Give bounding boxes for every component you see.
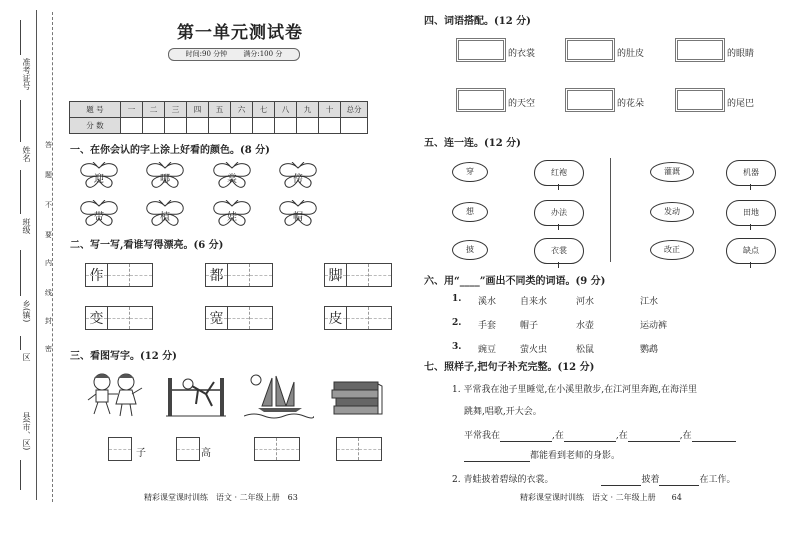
q1-title: 一、在你会认的字上涂上好看的颜色。(8 分) [70, 145, 270, 156]
grid-cell[interactable] [347, 264, 369, 286]
books-picture [330, 376, 384, 420]
grid-cell: 宽 [206, 307, 228, 329]
grid-cell[interactable] [130, 307, 152, 329]
butterfly-char[interactable] [143, 200, 187, 228]
match-oval[interactable]: 想 [452, 202, 488, 222]
butterfly-char-text: 裳 [227, 174, 237, 185]
q5-title: 五、连一连。(12 分) [424, 138, 521, 149]
q6-word[interactable]: 运动裤 [640, 321, 668, 331]
q7-blank[interactable] [464, 451, 530, 462]
q7-blank[interactable] [628, 431, 680, 442]
score-cell[interactable] [187, 118, 209, 134]
seal-char: 要 [45, 231, 52, 239]
grid-cell[interactable] [255, 438, 277, 460]
seal-char: 不 [45, 201, 52, 209]
score-cell[interactable] [275, 118, 297, 134]
word-frame[interactable] [675, 88, 725, 112]
score-col: 四 [187, 102, 209, 118]
q7-fill-sep: ,在 [679, 431, 692, 441]
q7-blank[interactable] [601, 475, 641, 486]
butterfly-char[interactable] [77, 162, 121, 190]
match-oval[interactable]: 灌溉 [650, 162, 694, 182]
score-col: 一 [121, 102, 143, 118]
butterfly-char[interactable] [210, 162, 254, 190]
grid-cell[interactable] [228, 307, 250, 329]
writing-grid [324, 263, 392, 287]
score-cell[interactable] [253, 118, 275, 134]
match-tree[interactable]: 机器 [726, 160, 776, 186]
class-label: 班级 [22, 218, 31, 234]
q7-title: 七、照样子,把句子补充完整。(12 分) [424, 362, 595, 373]
q6-word[interactable]: 豌豆 [478, 345, 497, 355]
score-table [69, 101, 368, 134]
county-line [20, 460, 21, 490]
sailboats-picture [244, 372, 314, 420]
exam-number-line [20, 20, 21, 55]
name-line [20, 100, 21, 142]
score-row-label: 分 数 [70, 118, 121, 134]
score-cell[interactable] [231, 118, 253, 134]
grid-cell: 都 [206, 264, 228, 286]
sidebar-border [36, 10, 37, 500]
q7-blank[interactable] [500, 431, 552, 442]
grid-cell[interactable] [177, 438, 199, 460]
grid-cell: 变 [86, 307, 108, 329]
tree-trunk [750, 262, 751, 268]
tree-trunk [750, 184, 751, 190]
word-frame[interactable] [456, 38, 506, 62]
tree-trunk [558, 184, 559, 190]
match-oval[interactable]: 发动 [650, 202, 694, 222]
butterfly-char[interactable] [143, 162, 187, 190]
q6-word[interactable]: 手套 [478, 321, 497, 331]
q7-item2 [452, 472, 735, 486]
butterfly-char-text: 迎 [94, 174, 104, 185]
match-tree[interactable]: 田地 [726, 200, 776, 226]
score-cell[interactable] [121, 118, 143, 134]
grid-cell[interactable] [108, 264, 130, 286]
writing-grid [336, 437, 382, 461]
butterfly-char-text: 帽 [293, 212, 303, 223]
q6-title: 六、用“____”画出不同类的词语。(9 分) [424, 276, 606, 287]
q3-suffix-1: 子 [136, 448, 146, 459]
seal-line [52, 12, 53, 502]
q6-word[interactable]: 河水 [576, 297, 595, 307]
q6-word[interactable]: 萤火虫 [520, 345, 548, 355]
butterfly-char-text: 傍 [293, 174, 303, 185]
town-line [20, 250, 21, 296]
q6-word[interactable]: 松鼠 [576, 345, 595, 355]
q7-blank[interactable] [564, 431, 616, 442]
q7-fill-end: 都能看到老师的身影。 [530, 451, 621, 461]
q2-title: 二、写一写,看谁写得漂亮。(6 分) [70, 240, 224, 251]
right-footer: 精彩课堂课时训练 语文 · 二年级上册 64 [520, 493, 682, 502]
match-oval[interactable]: 披 [452, 240, 488, 260]
high-jump-picture [166, 374, 226, 418]
q7-fill-line2 [464, 448, 620, 462]
match-oval[interactable]: 穿 [452, 162, 488, 182]
grid-cell[interactable] [109, 438, 131, 460]
match-oval[interactable]: 改正 [650, 240, 694, 260]
q7-example-line1: 1. 平常我在池子里睡觉,在小溪里散步,在江河里奔跑,在海洋里 [452, 385, 698, 395]
butterfly-char[interactable] [210, 200, 254, 228]
q7-item2-mid: 披着 [641, 475, 660, 485]
writing-grid [205, 263, 273, 287]
grid-cell[interactable] [277, 438, 299, 460]
butterfly-char[interactable] [77, 200, 121, 228]
score-col: 九 [297, 102, 319, 118]
grid-cell[interactable] [250, 264, 272, 286]
writing-grid [254, 437, 300, 461]
town-label: 乡(镇) [22, 300, 31, 323]
writing-grid [85, 306, 153, 330]
score-col: 三 [165, 102, 187, 118]
seal-char: 封 [45, 317, 52, 325]
q7-blank[interactable] [692, 431, 736, 442]
grid-cell[interactable] [228, 264, 250, 286]
score-col: 八 [275, 102, 297, 118]
q6-word[interactable]: 江水 [640, 297, 659, 307]
writing-grid [205, 306, 273, 330]
seal-char: 线 [45, 289, 52, 297]
writing-grid [324, 306, 392, 330]
page-title: 第一单元测试卷 [177, 23, 303, 43]
butterfly-char[interactable] [276, 200, 320, 228]
match-tree[interactable]: 衣裳 [534, 238, 584, 264]
grid-cell: 脚 [325, 264, 347, 286]
score-col: 五 [209, 102, 231, 118]
q7-fill-line1 [464, 428, 736, 442]
butterfly-char-text: 哪 [160, 174, 170, 185]
grid-cell[interactable] [130, 264, 152, 286]
score-cell[interactable] [341, 118, 368, 134]
q6-word[interactable]: 水壶 [576, 321, 595, 331]
score-cell[interactable] [165, 118, 187, 134]
grid-cell[interactable] [347, 307, 369, 329]
word-frame-label: 的眼睛 [727, 49, 755, 59]
county-label: 县(市、区) [22, 412, 31, 451]
name-label: 姓名 [22, 146, 31, 162]
word-frame-label: 的衣裳 [508, 49, 536, 59]
score-cell[interactable] [297, 118, 319, 134]
butterfly-char[interactable] [276, 162, 320, 190]
q7-fill-sep: ,在 [615, 431, 628, 441]
word-frame-label: 的花朵 [617, 99, 645, 109]
q3-title: 三、看图写字。(12 分) [70, 351, 177, 362]
district-line [20, 336, 21, 350]
children-picture [84, 372, 150, 418]
seal-char: 内 [45, 259, 52, 267]
grid-cell[interactable] [359, 438, 381, 460]
word-frame[interactable] [565, 88, 615, 112]
word-frame-label: 的肚皮 [617, 49, 645, 59]
score-col: 十 [319, 102, 341, 118]
word-frame[interactable] [675, 38, 725, 62]
grid-cell[interactable] [250, 307, 272, 329]
exam-number-label: 准考证号 [22, 58, 31, 90]
word-frame-label: 的天空 [508, 99, 536, 109]
exam-meta: 时间:90 分钟 满分:100 分 [168, 48, 300, 61]
district-label: 区 [22, 353, 31, 361]
tree-trunk [558, 224, 559, 230]
word-frame[interactable] [456, 88, 506, 112]
score-col: 总分 [341, 102, 368, 118]
butterfly-char-text: 娃 [227, 212, 237, 223]
grid-cell[interactable] [337, 438, 359, 460]
match-tree[interactable]: 办法 [534, 200, 584, 226]
q6-word[interactable]: 鹦鹉 [640, 345, 659, 355]
q7-example-line2: 跳舞,唱歌,开大会。 [464, 407, 542, 417]
butterfly-char-text: 植 [160, 212, 170, 223]
class-line [20, 170, 21, 214]
score-cell[interactable] [143, 118, 165, 134]
grid-cell: 皮 [325, 307, 347, 329]
q7-item2-end: 在工作。 [699, 475, 736, 485]
q6-word[interactable]: 溪水 [478, 297, 497, 307]
seal-char: 答 [45, 141, 52, 149]
score-col: 二 [143, 102, 165, 118]
score-col: 七 [253, 102, 275, 118]
grid-cell[interactable] [108, 307, 130, 329]
grid-cell[interactable] [369, 307, 391, 329]
butterfly-char-text: 带 [94, 212, 104, 223]
left-footer: 精彩课堂课时训练 语文 · 二年级上册 63 [144, 493, 298, 502]
match-tree[interactable]: 红袍 [534, 160, 584, 186]
q6-row-number: 3. [452, 342, 462, 352]
q7-fill-start: 平常我在 [464, 431, 501, 441]
seal-char: 密 [45, 345, 52, 353]
word-frame-label: 的尾巴 [727, 99, 755, 109]
writing-grid [176, 437, 200, 461]
q6-word[interactable]: 帽子 [520, 321, 539, 331]
grid-cell[interactable] [369, 264, 391, 286]
q6-word[interactable]: 自来水 [520, 297, 548, 307]
q7-item2-text: 2. 青蛙披着碧绿的衣裳。 [452, 475, 554, 485]
writing-grid [85, 263, 153, 287]
q6-row-number: 2. [452, 318, 462, 328]
q7-blank[interactable] [659, 475, 699, 486]
tree-trunk [750, 224, 751, 230]
score-col: 六 [231, 102, 253, 118]
grid-cell: 作 [86, 264, 108, 286]
match-tree[interactable]: 缺点 [726, 238, 776, 264]
score-cell[interactable] [319, 118, 341, 134]
q3-suffix-2: 高 [201, 448, 211, 459]
binding-sidebar [0, 0, 58, 560]
q6-row-number: 1. [452, 294, 462, 304]
seal-char: 题 [45, 171, 52, 179]
score-header-label: 题 号 [70, 102, 121, 118]
score-cell[interactable] [209, 118, 231, 134]
writing-grid [108, 437, 132, 461]
q5-divider [610, 158, 611, 262]
q4-title: 四、词语搭配。(12 分) [424, 16, 531, 27]
q7-fill-sep: ,在 [552, 431, 564, 441]
word-frame[interactable] [565, 38, 615, 62]
tree-trunk [558, 262, 559, 268]
